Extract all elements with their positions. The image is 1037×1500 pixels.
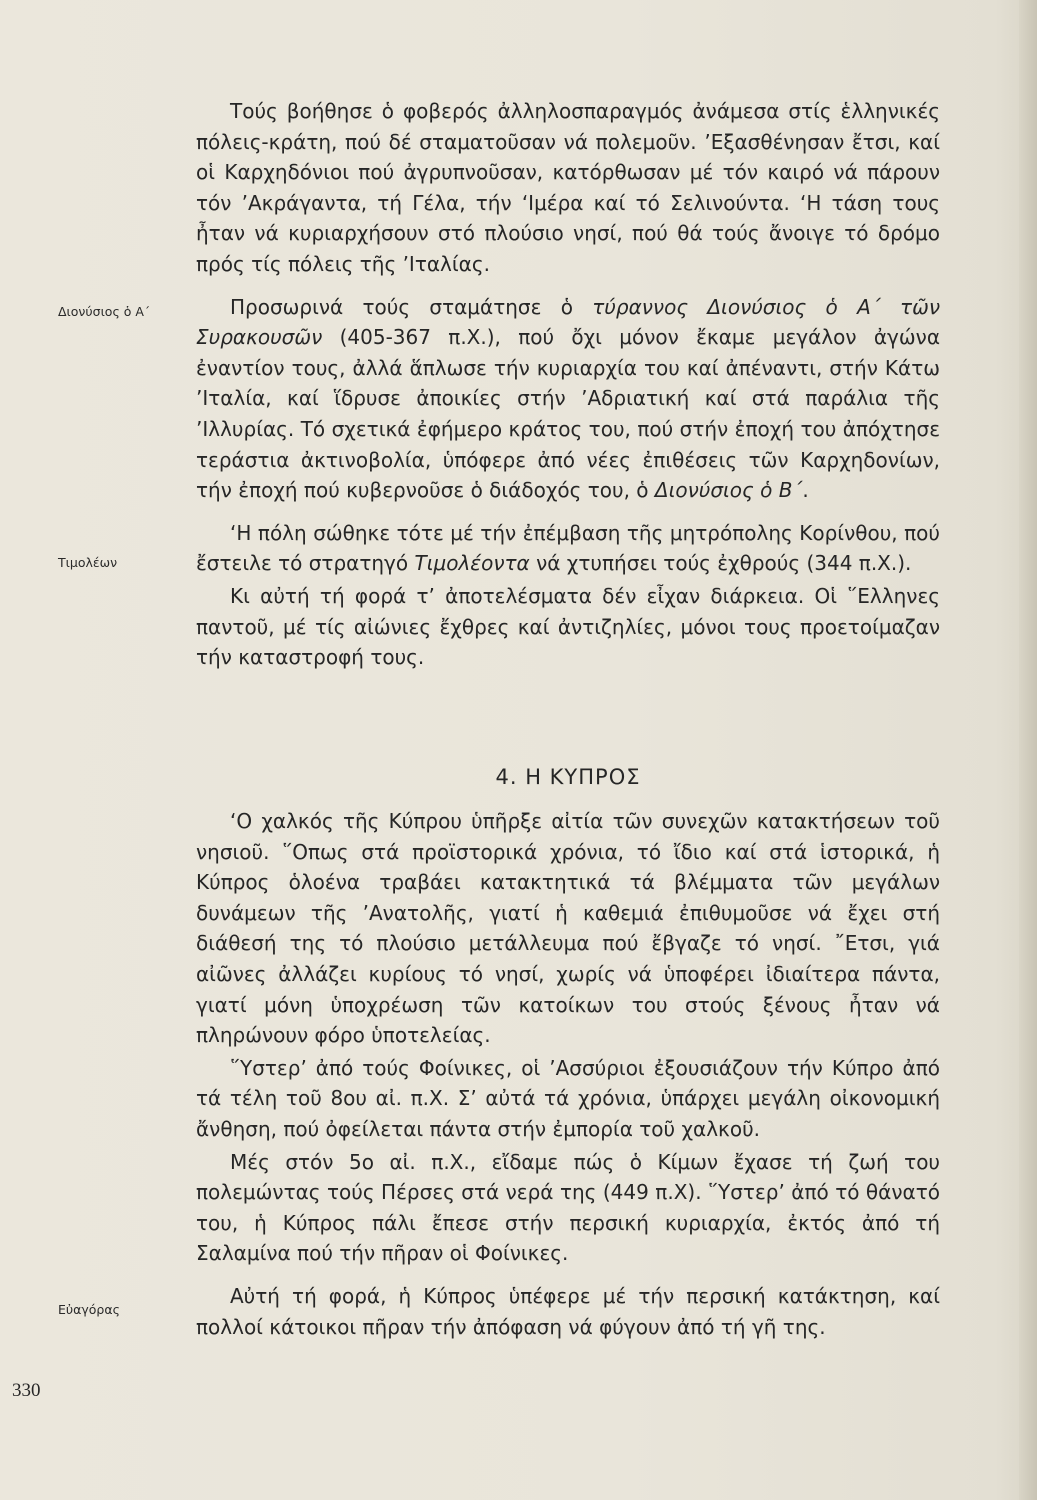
paragraph-5: ‘Ο χαλκός τῆς Κύπρου ὑπῆρξε αἰτία τῶν συνεχῶν κατακτήσεων τοῦ νησιοῦ. ῞Οπως στά προϊστορικά χρόνια, τό ἴδιο καί στά ἱστορικά, ἡ Κύπρος ὁλοένα τραβάει κατακτητικά τά βλέμματα τῶν μεγάλων δυνάμεων τῆς ’Ανατολῆς, γιατί ἡ καθεμιά ἐπιθυμοῦσε νά ἔχει στή διάθεσή της τό πλούσιο μετάλλευμα πού ἔβγαζε τό νησί. ῎Ετσι, γιά αἰῶνες ἀλλάζει κυρίους τό νησί, χωρίς νά ὑποφέρει ἰδιαίτερα πάντα, γιατί μόνη ὑποχρέωση τῶν κατοίκων του στούς ξένους ἦταν νά πληρώνουν φόρο ὑποτελείας. — [196, 809, 940, 1048]
margin-note-evagoras: Εὐαγόρας — [58, 1302, 120, 1317]
paragraph-8: Αὐτή τή φορά, ἡ Κύπρος ὑπέφερε μέ τήν περσική κατάκτηση, καί πολλοί κάτοικοι πῆραν τήν ἀπόφαση νά φύγουν ἀπό τή γῆ της. — [196, 1283, 940, 1339]
paragraph-2: Προσωρινά τούς σταμάτησε ὁ τύραννος Διονύσιος ὁ Α΄ τῶν Συρακουσῶν (405-367 π.Χ.), πού ὄχι μόνον ἔκαμε μεγάλον ἀγώνα ἐναντίον τους, ἀλλά ἅπλωσε τήν κυριαρχία του καί ἀπέναντι, στήν Κάτω ’Ιταλία, καί ἵδρυσε ἀποικίες στήν ’Αδριατική καί στά παράλια τῆς ’Ιλλυρίας. Τό σχετικά ἐφήμερο κράτος του, πού στήν ἐποχή του ἀπόχτησε τεράστια ἀκτινοβολία, ὑπόφερε ἀπό νέες ἐπιθέσεις τῶν Καρχηδονίων, τήν ἐποχή πού κυβερνοῦσε ὁ διάδοχός του, ὁ Διονύσιος ὁ Β΄. — [196, 294, 941, 503]
page-binding-edge — [1019, 0, 1037, 1500]
page-number: 330 — [12, 1380, 41, 1401]
margin-note-dionysios: Διονύσιος ὁ Α΄ — [58, 304, 151, 319]
text-block-cyprus — [196, 806, 940, 1342]
paragraph-7: Μές στόν 5ο αἰ. π.Χ., εἴδαμε πώς ὁ Κίμων ἔχασε τή ζωή του πολεμώντας τούς Πέρσες στά νερά της (449 π.Χ). ῞Υστερ’ ἀπό τό θάνατό του, ἡ Κύπρος πάλι ἔπεσε στήν περσική κυριαρχία, ἐκτός ἀπό τή Σαλαμίνα πού τήν πῆραν οἱ Φοίνικες. — [196, 1149, 940, 1266]
paragraph-1: Τούς βοήθησε ὁ φοβερός ἀλληλοσπαραγμός ἀνάμεσα στίς ἑλληνικές πόλεις-κράτη, πού δέ σταματοῦσαν νά πολεμοῦν. ’Εξασθένησαν ἔτσι, καί οἱ Καρχηδόνιοι πού ἀγρυπνοῦσαν, κατόρθωσαν μέ τόν καιρό νά πάρουν τόν ’Ακράγαντα, τή Γέλα, τήν ‘Ιμέρα καί τό Σελινούντα. ‘Η τάση τους ἦταν νά κυριαρχήσουν στό πλούσιο νησί, πού θά τούς ἄνοιγε τό δρόμο πρός τίς πόλεις τῆς ’Ιταλίας. — [196, 99, 940, 276]
paragraph-3: ‘Η πόλη σώθηκε τότε μέ τήν ἐπέμβαση τῆς μητρόπολης Κορίνθου, πού ἔστειλε τό στρατηγό Τιμολέοντα νά χτυπήσει τούς ἐχθρούς (344 π.Χ.). — [196, 520, 940, 576]
margin-note-timoleon: Τιμολέων — [58, 555, 118, 570]
text-block-sicily — [196, 96, 940, 673]
paragraph-4: Κι αὐτή τή φορά τ’ ἀποτελέσματα δέν εἶχαν διάρκεια. Οἱ ῞Ελληνες παντοῦ, μέ τίς αἰώνιες ἔχθρες καί ἀντιζηλίες, μόνοι τους προετοίμαζαν τήν καταστροφή τους. — [196, 583, 940, 670]
section-title: 4. Η ΚΥΠΡΟΣ — [495, 765, 641, 789]
paragraph-6: ῞Υστερ’ ἀπό τούς Φοίνικες, οἱ ’Ασσύριοι ἐξουσιάζουν τήν Κύπρο ἀπό τά τέλη τοῦ 8ου αἰ. π.Χ. Σ’ αὐτά τά χρόνια, ὑπάρχει μεγάλη οἰκονομική ἄνθηση, πού ὀφείλεται πάντα στήν ἐμπορία τοῦ χαλκοῦ. — [196, 1055, 940, 1141]
